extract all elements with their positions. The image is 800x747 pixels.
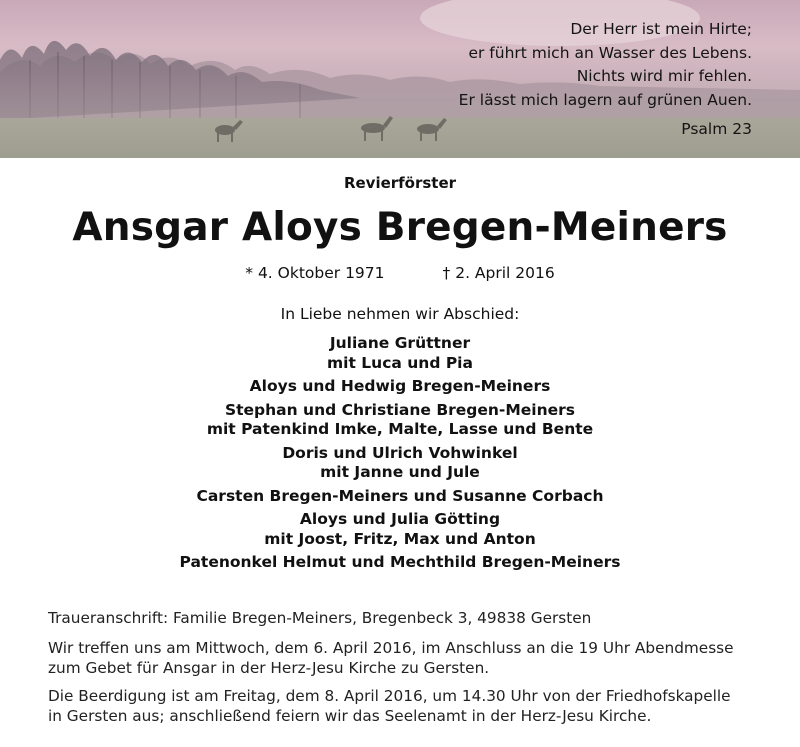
mourner-group: [0, 510, 800, 549]
mourner-line: mit Luca und Pia: [327, 353, 473, 372]
life-dates: [0, 264, 800, 282]
birth-date: * 4. Oktober 1971: [245, 264, 385, 282]
psalm-quote: [459, 18, 752, 142]
mourner-group: [0, 334, 800, 373]
psalm-line: Er lässt mich lagern auf grünen Auen.: [458, 90, 752, 109]
mourner-line: Carsten Bregen-Meiners und Susanne Corbach: [196, 486, 604, 505]
deceased-name: Ansgar Aloys Bregen-Meiners: [72, 205, 728, 250]
funeral-line: Die Beerdigung ist am Freitag, dem 8. April 2016, um 14.30 Uhr von der Friedhofskapelle: [48, 687, 731, 705]
funeral-line: in Gersten aus; anschließend feiern wir das Seelenamt in der Herz-Jesu Kirche.: [48, 706, 652, 725]
mourner-line: mit Patenkind Imke, Malte, Lasse und Bente: [206, 420, 594, 438]
header-landscape-photo: [0, 0, 800, 158]
meeting-line: zum Gebet für Ansgar in der Herz-Jesu Kirche zu Gersten.: [48, 658, 490, 677]
mourning-address: [48, 609, 768, 629]
mourner-group: [0, 553, 800, 573]
mourner-group: [0, 401, 800, 440]
mourner-line: Juliane Grüttner: [329, 334, 471, 352]
address-line: Traueranschrift: Familie Bregen-Meiners, Bregenbeck 3, 49838 Gersten: [48, 609, 592, 627]
psalm-line: Nichts wird mir fehlen.: [576, 67, 752, 85]
death-date: † 2. April 2016: [442, 264, 555, 282]
mourner-line: Doris und Ulrich Vohwinkel: [282, 443, 518, 462]
mourner-line: mit Janne und Jule: [320, 463, 480, 481]
mourners-list: [0, 334, 800, 577]
funeral-notice: [48, 687, 768, 726]
mourner-line: Patenonkel Helmut und Mechthild Bregen-Meiners: [179, 553, 621, 571]
mourner-group: [0, 377, 800, 397]
deceased-occupation: Revierförster: [343, 174, 457, 192]
meeting-line: Wir treffen uns am Mittwoch, dem 6. April 2016, im Anschluss an die 19 Uhr Abendmesse: [48, 639, 734, 657]
psalm-reference: Psalm 23: [681, 120, 752, 138]
psalm-line: Der Herr ist mein Hirte;: [570, 20, 752, 38]
mourner-group: [0, 444, 800, 483]
mourner-line: mit Joost, Fritz, Max und Anton: [264, 529, 536, 548]
mourner-line: Aloys und Hedwig Bregen-Meiners: [249, 377, 551, 395]
psalm-line: er führt mich an Wasser des Lebens.: [468, 43, 752, 62]
mourner-line: Aloys und Julia Götting: [299, 510, 501, 528]
farewell-text: In Liebe nehmen wir Abschied:: [280, 305, 520, 323]
mourner-group: [0, 487, 800, 507]
mourner-line: Stephan und Christiane Bregen-Meiners: [224, 400, 576, 419]
prayer-meeting-notice: [48, 639, 768, 678]
